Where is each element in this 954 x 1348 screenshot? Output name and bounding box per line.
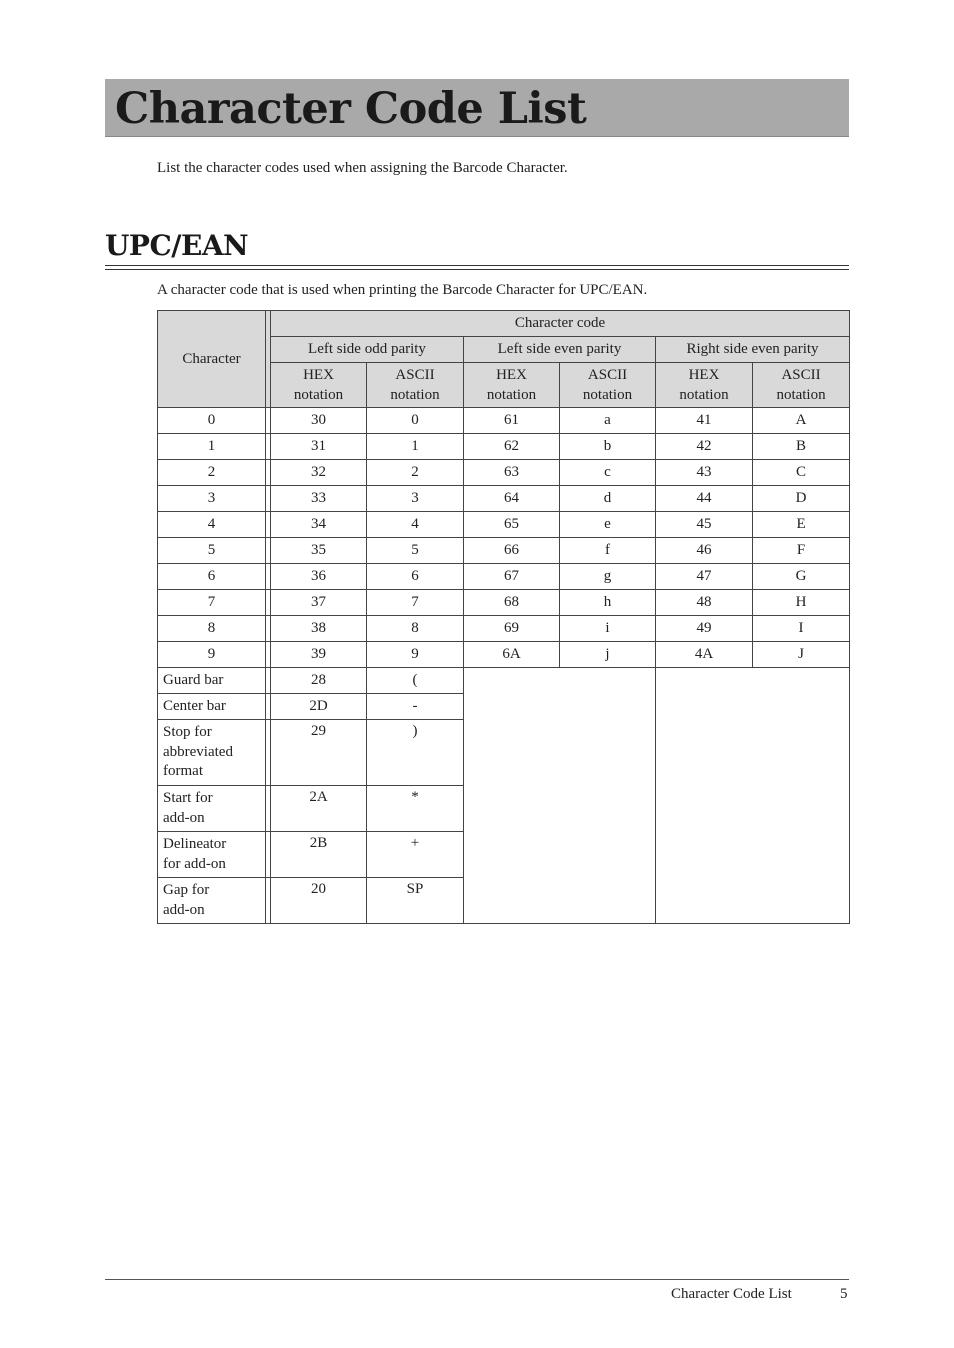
section-title: UPC/EAN xyxy=(105,229,249,262)
section-description: A character code that is used when printing the Barcode Character for UPC/EAN. xyxy=(157,282,648,298)
cell-ascii: ( xyxy=(367,668,464,694)
section-rule xyxy=(105,269,849,270)
table-row xyxy=(158,642,850,668)
cell-right-hex: 44 xyxy=(656,486,753,512)
header-left-even-parity: Left side even parity xyxy=(464,337,656,363)
cell-odd-hex: 32 xyxy=(271,460,367,486)
label-line: Start for xyxy=(163,790,213,806)
page-title: Character Code List xyxy=(115,84,587,134)
cell-right-hex: 42 xyxy=(656,434,753,460)
table-row xyxy=(158,486,850,512)
cell-character: 5 xyxy=(158,538,266,564)
cell-odd-hex: 38 xyxy=(271,616,367,642)
cell-character-label xyxy=(158,668,266,694)
cell-odd-ascii: 0 xyxy=(367,408,464,434)
cell-right-ascii: A xyxy=(753,408,850,434)
cell-ascii: + xyxy=(367,832,464,878)
cell-even-ascii: h xyxy=(560,590,656,616)
label-line: add-on xyxy=(163,809,205,826)
cell-hex: 2B xyxy=(271,832,367,878)
cell-right-hex: 45 xyxy=(656,512,753,538)
cell-right-hex: 46 xyxy=(656,538,753,564)
cell-odd-ascii: 5 xyxy=(367,538,464,564)
table-row xyxy=(158,668,850,694)
cell-even-ascii: e xyxy=(560,512,656,538)
cell-even-hex: 65 xyxy=(464,512,560,538)
cell-character: 0 xyxy=(158,408,266,434)
section-rule xyxy=(105,265,849,266)
cell-character-label xyxy=(158,720,266,786)
cell-odd-ascii: 7 xyxy=(367,590,464,616)
header-left-odd-parity: Left side odd parity xyxy=(271,337,464,363)
cell-even-hex: 67 xyxy=(464,564,560,590)
cell-right-hex: 48 xyxy=(656,590,753,616)
cell-odd-hex: 34 xyxy=(271,512,367,538)
cell-even-hex: 69 xyxy=(464,616,560,642)
cell-odd-ascii: 6 xyxy=(367,564,464,590)
cell-right-hex: 47 xyxy=(656,564,753,590)
label-line: Guard bar xyxy=(163,672,224,688)
label-line: Gap for xyxy=(163,882,210,898)
cell-hex: 28 xyxy=(271,668,367,694)
cell-even-ascii: f xyxy=(560,538,656,564)
cell-right-hex: 43 xyxy=(656,460,753,486)
header-ascii-notation: ASCII notation xyxy=(560,363,656,408)
table-row xyxy=(158,512,850,538)
cell-even-hex: 62 xyxy=(464,434,560,460)
header-hex-notation: HEX notation xyxy=(464,363,560,408)
cell-odd-hex: 36 xyxy=(271,564,367,590)
cell-even-hex: 6A xyxy=(464,642,560,668)
cell-odd-ascii: 8 xyxy=(367,616,464,642)
cell-right-ascii: B xyxy=(753,434,850,460)
cell-even-ascii: c xyxy=(560,460,656,486)
cell-odd-hex: 33 xyxy=(271,486,367,512)
cell-empty xyxy=(656,668,850,924)
table-row xyxy=(158,408,850,434)
cell-even-ascii: b xyxy=(560,434,656,460)
cell-character: 9 xyxy=(158,642,266,668)
label-line: abbreviated xyxy=(163,743,233,760)
cell-character: 7 xyxy=(158,590,266,616)
cell-right-ascii: G xyxy=(753,564,850,590)
cell-hex: 29 xyxy=(271,720,367,786)
header-ascii-notation: ASCII notation xyxy=(367,363,464,408)
cell-odd-ascii: 1 xyxy=(367,434,464,460)
cell-even-ascii: i xyxy=(560,616,656,642)
table-row xyxy=(158,538,850,564)
cell-right-ascii: I xyxy=(753,616,850,642)
cell-odd-hex: 39 xyxy=(271,642,367,668)
cell-hex: 2D xyxy=(271,694,367,720)
cell-character: 6 xyxy=(158,564,266,590)
cell-odd-ascii: 9 xyxy=(367,642,464,668)
table-row xyxy=(158,434,850,460)
cell-odd-ascii: 3 xyxy=(367,486,464,512)
cell-ascii: - xyxy=(367,694,464,720)
table-row xyxy=(158,590,850,616)
cell-right-ascii: E xyxy=(753,512,850,538)
cell-even-hex: 61 xyxy=(464,408,560,434)
cell-right-hex: 4A xyxy=(656,642,753,668)
label-line: format xyxy=(163,763,203,779)
cell-hex: 20 xyxy=(271,878,367,924)
cell-even-hex: 68 xyxy=(464,590,560,616)
cell-character-label xyxy=(158,786,266,832)
cell-even-hex: 63 xyxy=(464,460,560,486)
cell-even-ascii: a xyxy=(560,408,656,434)
header-hex-notation: HEX notation xyxy=(271,363,367,408)
label-line: for add-on xyxy=(163,855,226,872)
page-number: 5 xyxy=(840,1286,848,1302)
cell-character-label xyxy=(158,694,266,720)
cell-even-ascii: g xyxy=(560,564,656,590)
header-character: Character xyxy=(158,311,266,408)
cell-character: 2 xyxy=(158,460,266,486)
cell-odd-ascii: 2 xyxy=(367,460,464,486)
cell-character: 8 xyxy=(158,616,266,642)
header-right-even-parity: Right side even parity xyxy=(656,337,850,363)
cell-right-ascii: C xyxy=(753,460,850,486)
character-code-table xyxy=(157,310,850,924)
cell-character-label xyxy=(158,878,266,924)
footer-rule xyxy=(105,1279,849,1280)
cell-odd-hex: 35 xyxy=(271,538,367,564)
cell-character: 4 xyxy=(158,512,266,538)
cell-ascii: ) xyxy=(367,720,464,786)
cell-right-ascii: F xyxy=(753,538,850,564)
header-character-code: Character code xyxy=(271,311,850,337)
cell-right-ascii: D xyxy=(753,486,850,512)
cell-right-ascii: J xyxy=(753,642,850,668)
cell-right-hex: 49 xyxy=(656,616,753,642)
label-line: Stop for xyxy=(163,724,212,740)
label-line: Center bar xyxy=(163,698,226,714)
cell-character-label xyxy=(158,832,266,878)
table-row xyxy=(158,460,850,486)
footer-label: Character Code List xyxy=(671,1286,792,1302)
cell-odd-hex: 37 xyxy=(271,590,367,616)
cell-hex: 2A xyxy=(271,786,367,832)
cell-character: 1 xyxy=(158,434,266,460)
header-ascii-notation: ASCII notation xyxy=(753,363,850,408)
label-line: Delineator xyxy=(163,836,227,852)
cell-right-hex: 41 xyxy=(656,408,753,434)
header-hex-notation: HEX notation xyxy=(656,363,753,408)
cell-ascii: * xyxy=(367,786,464,832)
table-row xyxy=(158,616,850,642)
cell-right-ascii: H xyxy=(753,590,850,616)
cell-odd-hex: 31 xyxy=(271,434,367,460)
cell-odd-ascii: 4 xyxy=(367,512,464,538)
cell-even-hex: 66 xyxy=(464,538,560,564)
cell-odd-hex: 30 xyxy=(271,408,367,434)
cell-empty xyxy=(464,668,656,924)
cell-ascii: SP xyxy=(367,878,464,924)
intro-text: List the character codes used when assigning the Barcode Character. xyxy=(157,160,568,176)
cell-even-ascii: j xyxy=(560,642,656,668)
table-row xyxy=(158,564,850,590)
cell-even-hex: 64 xyxy=(464,486,560,512)
page-title-bar xyxy=(105,79,849,137)
cell-character: 3 xyxy=(158,486,266,512)
cell-even-ascii: d xyxy=(560,486,656,512)
label-line: add-on xyxy=(163,901,205,918)
